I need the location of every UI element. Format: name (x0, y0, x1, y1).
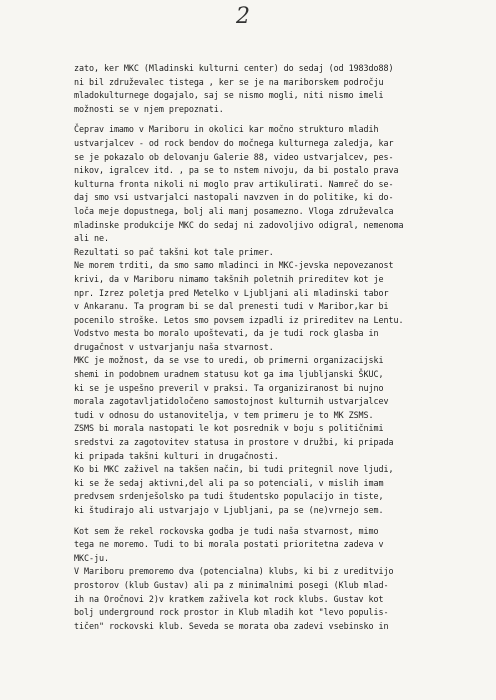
text-line: ih na Oročnovi 2)v kratkem zaživela kot rock klubs. Gustav kot (74, 593, 384, 604)
text-line: ali ne. (74, 233, 109, 244)
text-line: loča meje dopustnega, bolj ali manj posamezno. Vloga združevalca (74, 205, 394, 216)
text-line: drugačnost v ustvarjanju naša stvarnost. (74, 341, 274, 352)
text-line: tičen" rockovski klub. Seveda se morata oba zadevi vsebinsko in (74, 620, 389, 631)
text-line: Kot sem že rekel rockovska godba je tudi naša stvarnost, mimo (74, 525, 379, 536)
paragraph-5 (74, 525, 490, 634)
text-line: zato, ker MKC (Mladinski kulturni center) do sedaj (od 1983do88) (74, 63, 394, 73)
text-line: ki se je uspešno preveril v praksi. Ta organiziranost bi nujno (74, 382, 384, 393)
text-line: npr. Izrez poletja pred Metelko v Ljubljani ali mladinski tabor (74, 287, 389, 298)
text-line: mladokulturnege dogajalo, saj se nismo mogli, niti nismo imeli (74, 90, 384, 101)
text-line: tudi v odnosu do ustanovitelja, v tem primeru je to MK ZSMS. (74, 409, 374, 420)
text-line: ustvarjalcev - od rock bendov do močnega kulturnega zaledja, kar (74, 137, 394, 148)
text-line: v Ankaranu. Ta program bi se dal prenesti tudi v Maribor,kar bi (74, 301, 389, 312)
text-line: Čeprav imamo v Mariboru in okolici kar močno strukturo mladih (74, 124, 379, 135)
text-line: tega ne moremo. Tudi to bi morala postati prioritetna zadeva v (74, 539, 384, 550)
text-line: MKC-ju. (74, 552, 109, 563)
text-line: V Mariboru premoremo dva (potencialna) klubs, ki bi z ureditvijo (74, 566, 394, 577)
text-line: Rezultati so pač takšni kot tale primer. (74, 246, 274, 257)
text-line: predvsem srdenješolsko pa tudi študentsko populacijo in tiste, (74, 491, 384, 502)
text-line: ki se že sedaj aktivni,del ali pa so potenciali, v mislih imam (74, 477, 384, 488)
text-line: daj smo vsi ustvarjalci nastopali navzven in do politike, ki do- (74, 192, 394, 203)
text-line: se je pokazalo ob delovanju Galerie 88, video ustvarjalcev, pes- (74, 151, 394, 162)
text-line: krivi, da v Mariboru nimamo takšnih poletnih prireditev kot je (74, 273, 384, 284)
paragraph-1 (74, 62, 490, 116)
text-line: Ko bi MKC zaživel na takšen način, bi tudi pritegnil nove ljudi, (74, 464, 394, 475)
text-line: morala zagotavljatidoločeno samostojnost kulturnih ustvarjalcev (74, 396, 389, 407)
document-body (74, 62, 490, 633)
text-line: ki študirajo ali ustvarjajo v Ljubljani, pa se (ne)vrnejo sem. (74, 505, 384, 515)
text-line: možnosti se v njem prepoznati. (74, 103, 224, 114)
text-line: mladinske produkcije MKC do sedaj ni zadovoljivo odigral, nemenoma (74, 219, 404, 230)
text-line: nikov, igralcev itd. , pa se to nstem nivoju, da bi postalo prava (74, 165, 399, 176)
paragraph-4 (74, 354, 490, 517)
text-line: Ne morem trditi, da smo samo mladinci in MKC-jevska nepovezanost (74, 260, 394, 271)
text-line: sredstvi za zagotovitev statusa in prostore v družbi, ki pripada (74, 437, 394, 448)
text-line: bolj underground rock prostor in Klub mladih kot "levo populis- (74, 607, 389, 618)
paragraph-3 (74, 246, 490, 355)
text-line: MKC je možnost, da se vse to uredi, ob primerni organizacijski (74, 355, 384, 366)
text-line: kulturna fronta nikoli ni moglo prav artikulirati. Namreč do se- (74, 178, 394, 189)
text-line: ni bil združevalec tistega , ker se je na mariborskem področju (74, 76, 384, 87)
text-line: pocenilo stroške. Letos smo povsem izpadli iz prireditev na Lentu. (74, 314, 404, 325)
text-line: ZSMS bi morala nastopati le kot posrednik v boju s političnimi (74, 423, 384, 434)
page-number: 2 (236, 4, 250, 29)
text-line: ki pripada takšni kulturi in drugačnosti. (74, 450, 279, 461)
text-line: Vodstvo mesta bo moralo upoštevati, da je tudi rock glasba in (74, 328, 379, 339)
text-line: prostorov (klub Gustav) ali pa z minimalnimi posegi (Klub mlad- (74, 579, 389, 590)
paragraph-2 (74, 123, 490, 245)
text-line: shemi in podobnem uradnem statusu kot ga ima ljubljanski ŠKUC, (74, 369, 384, 380)
